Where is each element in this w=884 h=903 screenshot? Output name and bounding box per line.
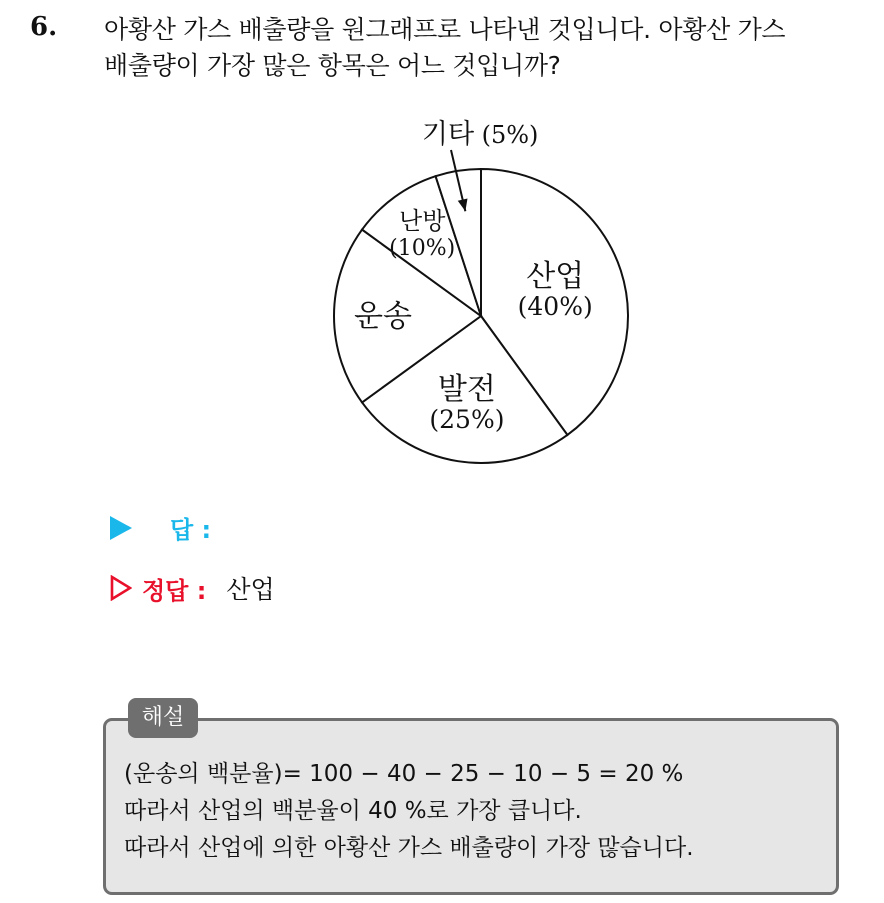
pie-label-name-4: 난방 (399, 207, 446, 236)
correct-answer-value: 산업 (226, 575, 275, 604)
question-line-1: 아황산 가스 배출량을 원그래프로 나타낸 것입니다. 아황산 가스 (104, 15, 786, 44)
pie-label-pct-2: (25%) (429, 404, 505, 434)
play-triangle-icon (110, 516, 132, 540)
outline-triangle-icon (110, 575, 132, 601)
pie-label-pct-4: (10%) (389, 236, 456, 262)
pie-label-pct-5: (5%) (481, 121, 539, 149)
answer-row (110, 510, 211, 545)
explanation-text (124, 756, 694, 867)
answer-label: 답 : (170, 516, 212, 544)
pie-label-name-1: 산업 (526, 258, 585, 294)
question-line-2: 배출량이 가장 많은 항목은 어느 것입니까? (104, 51, 561, 80)
correct-answer-label: 정답 : (142, 576, 207, 605)
explanation-line-2: 따라서 산업의 백분율이 40 %로 가장 큽니다. (124, 798, 582, 824)
pie-label-name-2: 발전 (437, 371, 496, 407)
pie-label-pct-1: (40%) (517, 291, 593, 321)
explanation-line-3: 따라서 산업에 의한 아황산 가스 배출량이 가장 많습니다. (124, 835, 694, 861)
correct-answer-row (110, 570, 275, 606)
pie-label-name-3: 운송 (354, 299, 412, 334)
explanation-tag: 해설 (128, 698, 198, 738)
explanation-line-1: (운송의 백분율)= 100 − 40 − 25 − 10 − 5 = 20 % (124, 761, 684, 787)
pie-label-name-5: 기타 (421, 119, 475, 150)
question-number: 6. (30, 12, 58, 42)
